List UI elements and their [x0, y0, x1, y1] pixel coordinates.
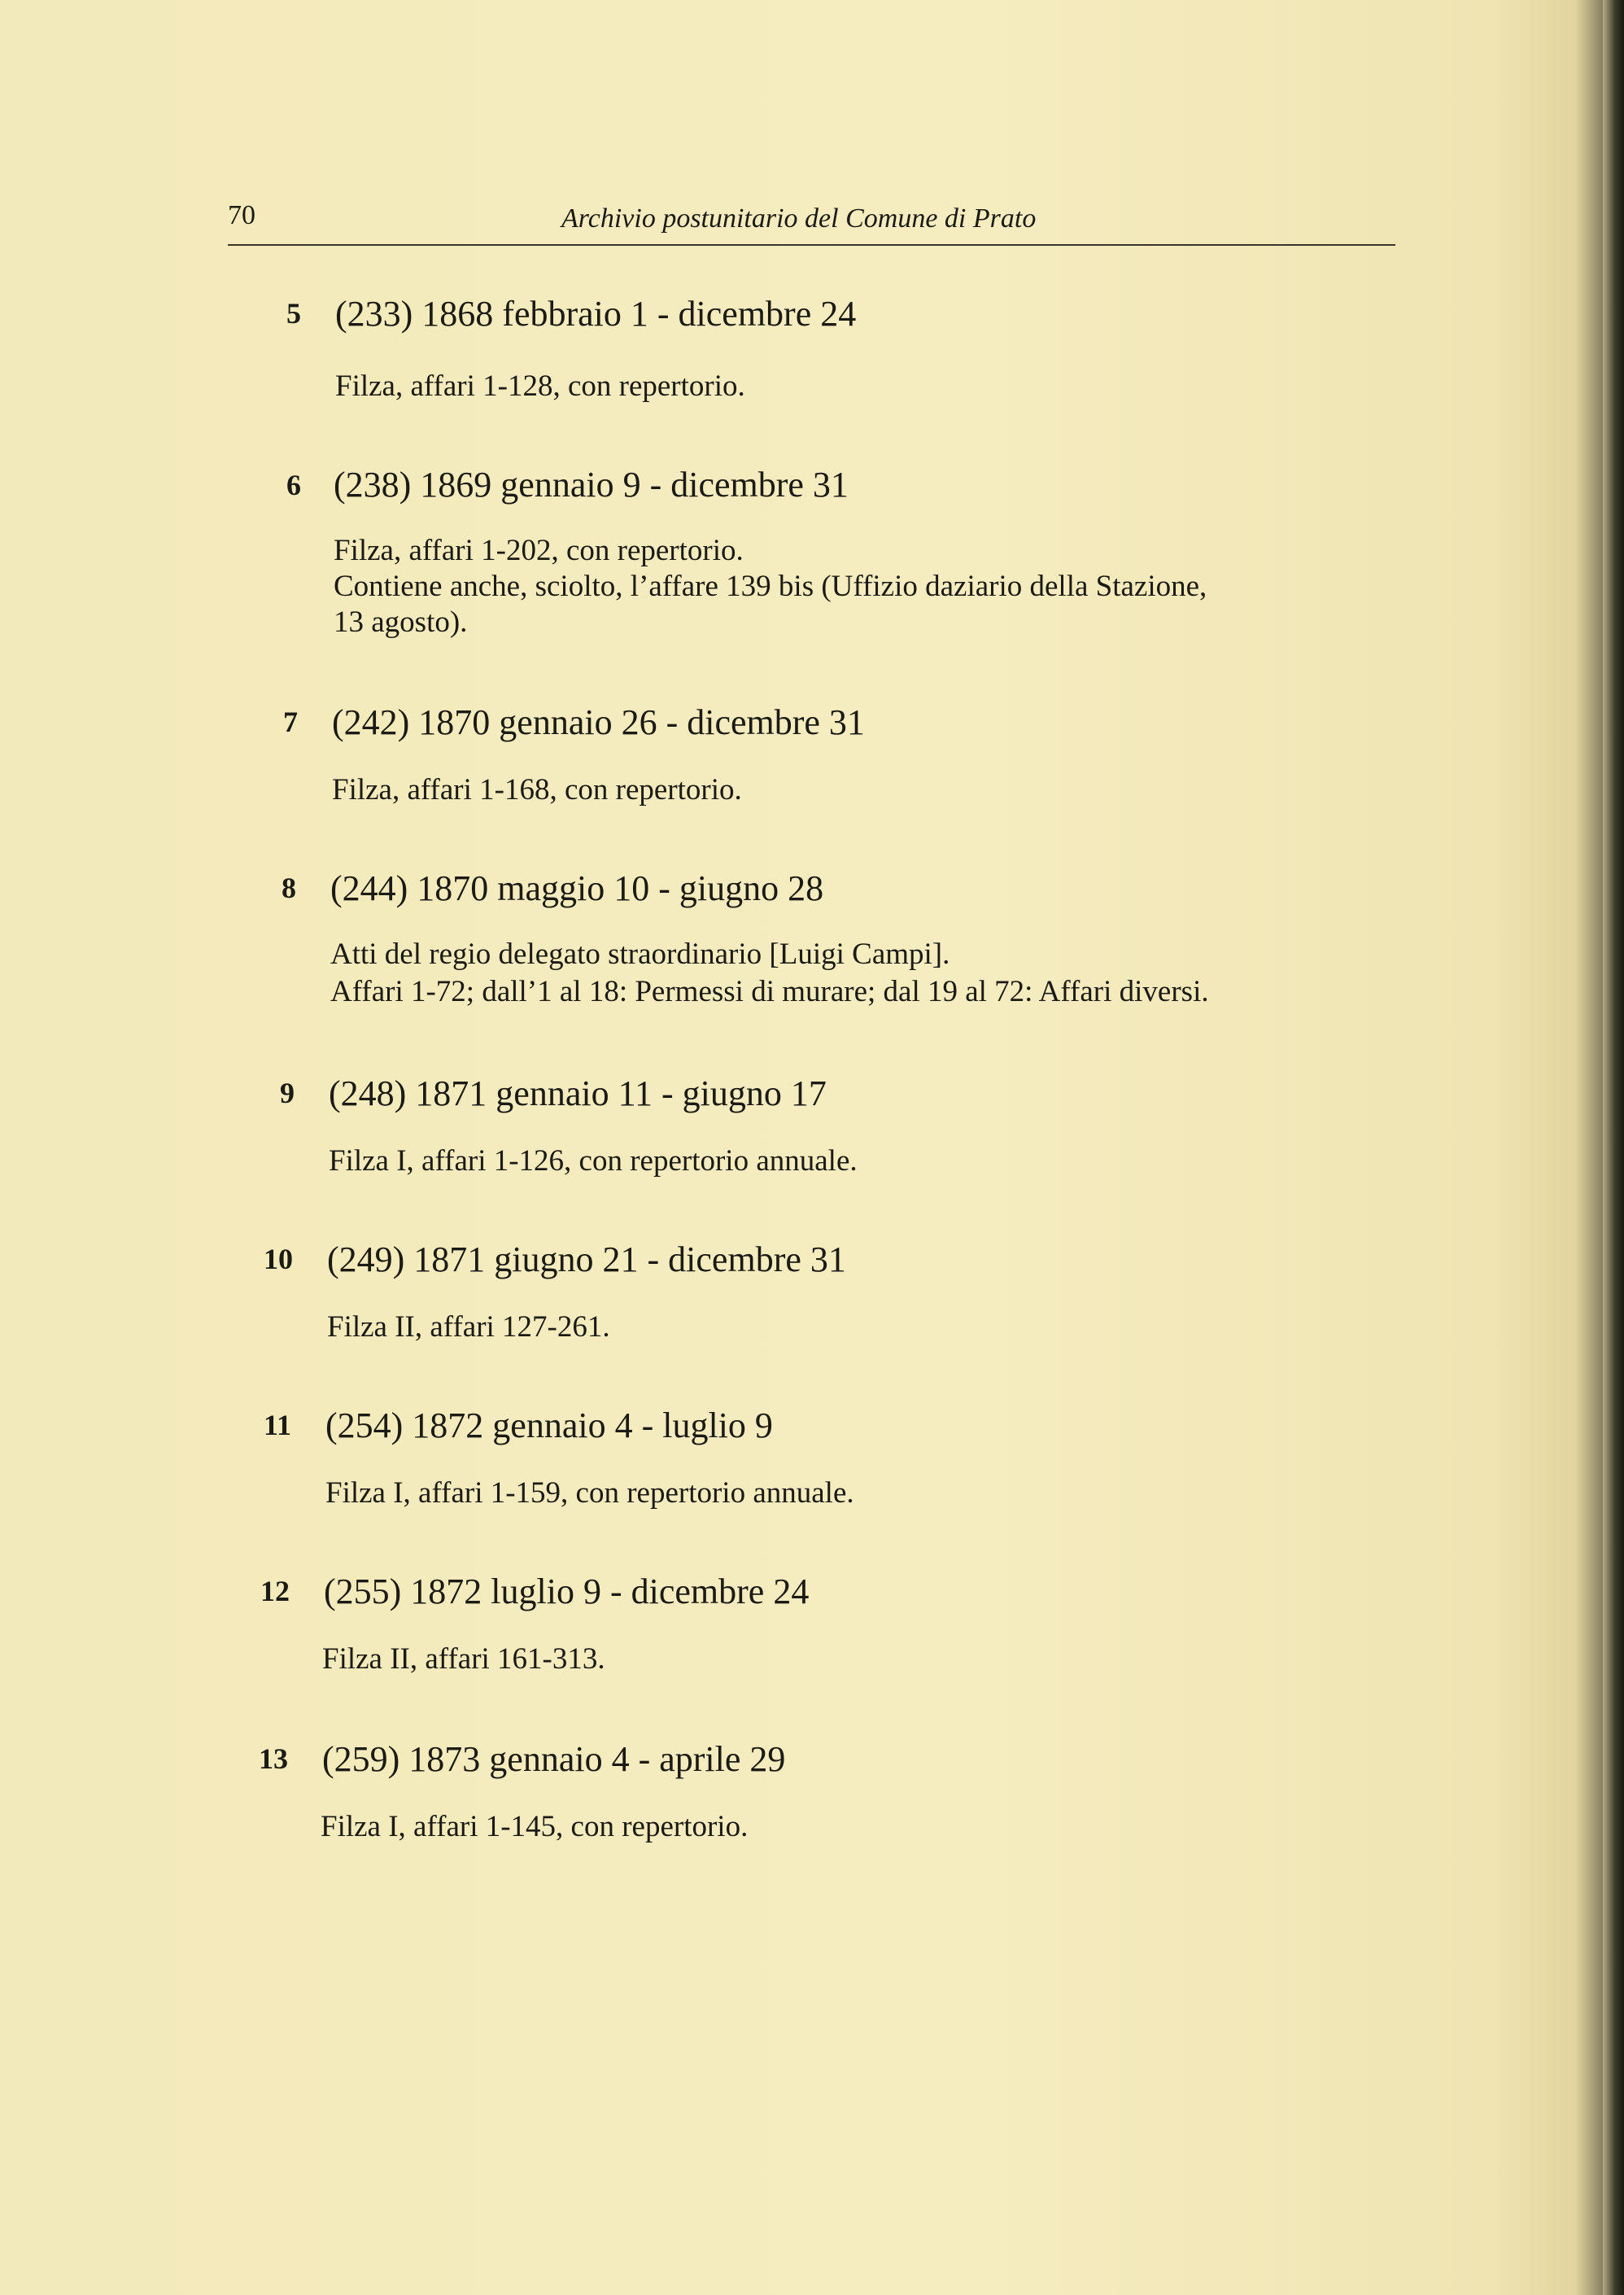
entry-description: Filza I, affari 1-159, con repertorio annuale. [325, 1476, 854, 1510]
entry-number: 7 [283, 706, 298, 738]
entry-heading: (238) 1869 gennaio 9 - dicembre 31 [334, 465, 849, 505]
entry-number: 10 [264, 1243, 293, 1275]
entry-heading: (254) 1872 gennaio 4 - luglio 9 [325, 1405, 773, 1445]
entry-description: Filza I, affari 1-145, con repertorio. [321, 1810, 749, 1843]
entry-description: Affari 1-72; dall’1 al 18: Permessi di murare; dal 19 al 72: Affari diversi. [330, 975, 1209, 1008]
entry-number: 8 [282, 872, 296, 904]
entry-heading: (242) 1870 gennaio 26 - dicembre 31 [332, 702, 865, 742]
entry-number: 9 [280, 1077, 295, 1109]
entry-description: Filza, affari 1-128, con repertorio. [335, 369, 745, 403]
entry-description: Filza II, affari 161-313. [322, 1642, 605, 1676]
entry-description: Filza, affari 1-168, con repertorio. [332, 773, 742, 807]
page-edge [1603, 0, 1624, 2295]
entry-description: Filza II, affari 127-261. [327, 1310, 610, 1344]
entry-heading: (255) 1872 luglio 9 - dicembre 24 [324, 1572, 810, 1611]
running-header [228, 194, 1395, 246]
entry-heading: (249) 1871 giugno 21 - dicembre 31 [327, 1239, 846, 1279]
running-title: Archivio postunitario del Comune di Prato [561, 203, 1037, 234]
entry-description: 13 agosto). [334, 605, 468, 639]
entry-description: Atti del regio delegato straordinario [Luigi Campi]. [330, 938, 950, 971]
entry-heading: (248) 1871 gennaio 11 - giugno 17 [329, 1073, 827, 1113]
entry-heading: (233) 1868 febbraio 1 - dicembre 24 [335, 294, 857, 334]
entry-number: 6 [286, 469, 301, 501]
entry-number: 13 [259, 1742, 288, 1775]
entry-description: Contiene anche, sciolto, l’affare 139 bis (Uffizio daziario della Stazione, [334, 570, 1207, 603]
entry-number: 12 [260, 1575, 290, 1607]
entry-heading: (244) 1870 maggio 10 - giugno 28 [330, 868, 824, 908]
entry-description: Filza I, affari 1-126, con repertorio annuale. [329, 1144, 858, 1178]
entry-heading: (259) 1873 gennaio 4 - aprile 29 [322, 1739, 786, 1779]
entry-description: Filza, affari 1-202, con repertorio. [334, 534, 744, 567]
page-number: 70 [228, 200, 255, 230]
entry-number: 11 [263, 1409, 291, 1441]
entry-number: 5 [286, 297, 301, 330]
